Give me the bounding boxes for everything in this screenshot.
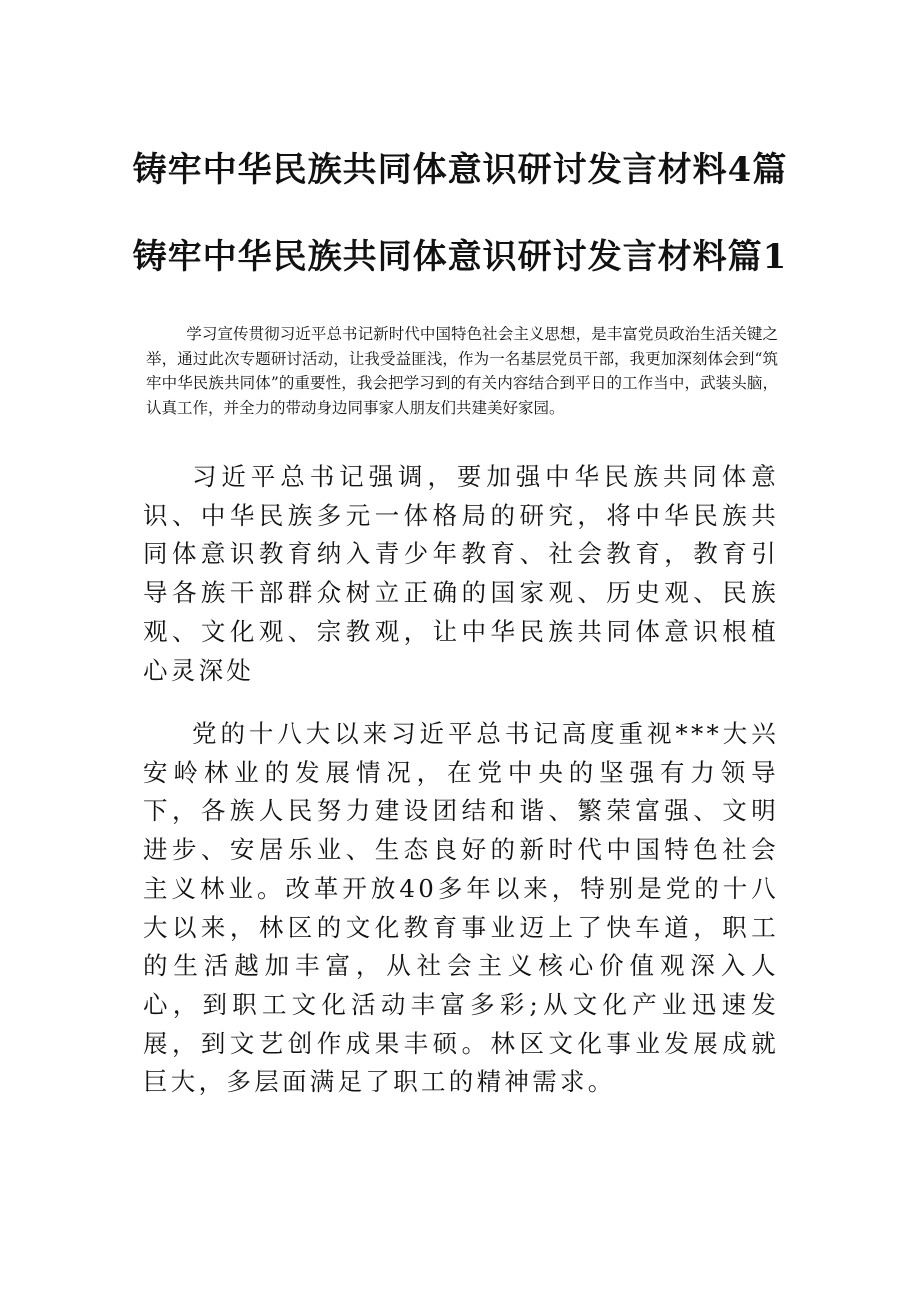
body-paragraph-1: 习近平总书记强调，要加强中华民族共同体意识、中华民族多元一体格局的研究，将中华民族共同体意识教育纳入青少年教育、社会教育，教育引导各族干部群众树立正确的国家观、历史观、民族观、文化观、宗教观，让中华民族共同体意识根植心灵深处 bbox=[143, 462, 779, 685]
document-subtitle: 铸牢中华民族共同体意识研讨发言材料篇1 bbox=[132, 237, 788, 277]
body-paragraph-2: 党的十八大以来习近平总书记高度重视***大兴安岭林业的发展情况，在党中央的坚强有力领导下，各族人民努力建设团结和谐、繁荣富强、文明进步、安居乐业、生态良好的新时代中国特色社会主义林业。改革开放40多年以来，特别是党的十八大以来，林区的文化教育事业迈上了快车道，职工的生活越加丰富，从社会主义核心价值观深入人心，到职工文化活动丰富多彩;从文化产业迅速发展，到文艺创作成果丰硕。林区文化事业发展成就巨大，多层面满足了职工的精神需求。 bbox=[143, 719, 779, 1097]
intro-paragraph: 学习宣传贯彻习近平总书记新时代中国特色社会主义思想，是丰富党员政治生活关键之举，通过此次专题研讨活动，让我受益匪浅，作为一名基层党员干部，我更加深刻体会到“筑牢中华民族共同体”的重要性，我会把学习到的有关内容结合到平日的工作当中，武装头脑，认真工作，并全力的带动身边同事家人朋友们共建美好家园。 bbox=[146, 325, 778, 417]
document-title: 铸牢中华民族共同体意识研讨发言材料4篇 bbox=[132, 150, 788, 190]
